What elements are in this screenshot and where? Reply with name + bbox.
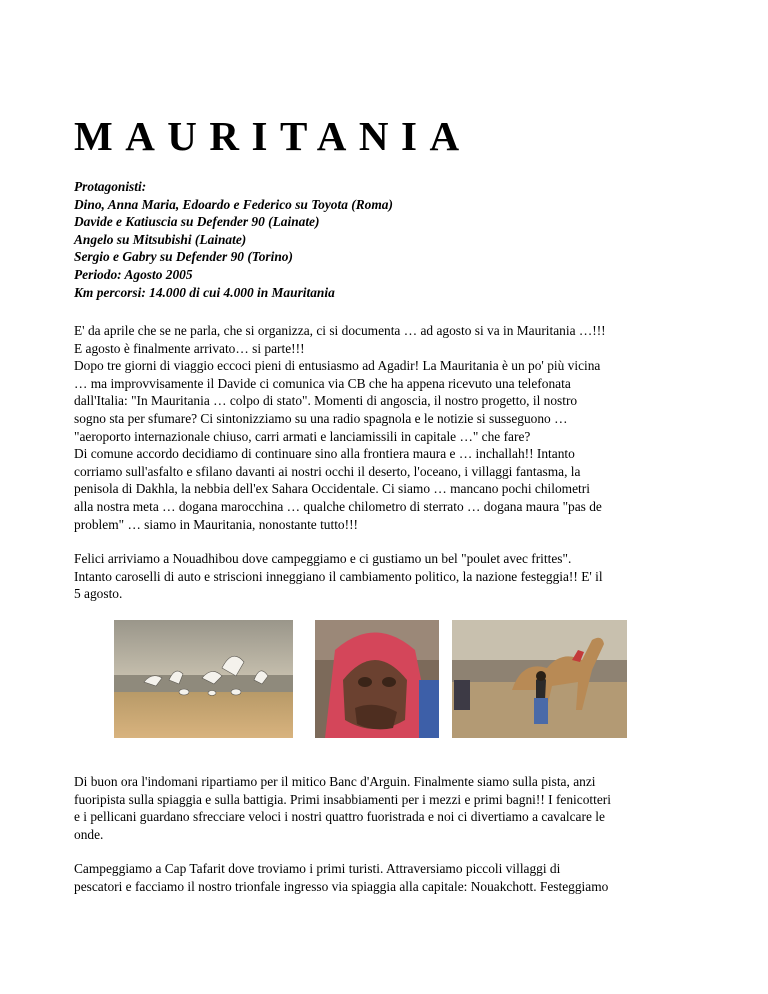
- text-line: Di buon ora l'indomani ripartiamo per il mitico Banc d'Arguin. Finalmente siamo sulla pista, anzi: [74, 774, 596, 789]
- credits-line: Sergio e Gabry su Defender 90 (Torino): [74, 249, 293, 265]
- credits-block: [74, 178, 393, 301]
- text-line: Intanto caroselli di auto e striscioni inneggiano il cambiamento politico, la nazione festeggia!! E' il: [74, 568, 603, 584]
- text-line: E agosto è finalmente arrivato… si parte!!!: [74, 340, 305, 356]
- text-line: 5 agosto.: [74, 586, 123, 602]
- credits-line: Davide e Katiuscia su Defender 90 (Lainate): [74, 214, 320, 230]
- text-line: fuoripista sulla spiaggia e sulla battigia. Primi insabbiamenti per i mezzi e primi bagni!! I fenicotteri: [74, 791, 611, 807]
- paragraph: [74, 322, 704, 533]
- text-line: Felici arriviamo a Nouadhibou dove campeggiamo e ci gustiamo un bel "poulet avec frittes".: [74, 551, 572, 566]
- paragraph: [74, 550, 704, 603]
- text-line: dall'Italia: "In Mauritania … colpo di stato". Momenti di angoscia, il nostro progetto, il nostro: [74, 393, 578, 409]
- credits-line: Angelo su Mitsubishi (Lainate): [74, 231, 247, 247]
- text-line: … ma improvvisamente il Davide ci comunica via CB che ha appena ricevuto una telefonata: [74, 375, 571, 391]
- text-line: onde.: [74, 826, 104, 842]
- text-line: Campeggiamo a Cap Tafarit dove troviamo i primi turisti. Attraversiamo piccoli villaggi di: [74, 861, 561, 876]
- text-line: corriamo sull'asfalto e sfilano davanti ai nostri occhi il deserto, l'oceano, i villaggi fantasma, la: [74, 463, 581, 479]
- text-line: Di comune accordo decidiamo di continuare sino alla frontiera maura e … inchallah!! Intanto: [74, 446, 575, 462]
- credits-line: Dino, Anna Maria, Edoardo e Federico su Toyota (Roma): [74, 196, 393, 212]
- photo-camels: [452, 620, 627, 738]
- text-line: E' da aprile che se ne parla, che si organizza, ci si documenta … ad agosto si va in Mauritania …!!!: [74, 323, 606, 338]
- text-line: problem" … siamo in Mauritania, nonostante tutto!!!: [74, 516, 359, 532]
- credits-km: Km percorsi: 14.000 di cui 4.000 in Mauritania: [74, 284, 335, 300]
- document-title: MAURITANIA: [74, 113, 472, 159]
- text-line: "aeroporto internazionale chiuso, carri armati e lanciamissili in capitale …" che fare?: [74, 428, 531, 444]
- text-line: sogno sta per sfumare? Ci sintonizziamo su una radio spagnola e le notizie si susseguono …: [74, 410, 568, 426]
- photo-woman-red-veil: [315, 620, 439, 738]
- photo-pelicans-beach: [114, 620, 293, 738]
- paragraph: [74, 860, 704, 895]
- text-line: e i pellicani guardano sfrecciare veloci i nostri quattro fuoristrada e noi ci divertiamo a cavalcare le: [74, 809, 605, 825]
- paragraph: [74, 773, 704, 843]
- credits-heading: Protagonisti:: [74, 179, 147, 194]
- text-line: pescatori e facciamo il nostro trionfale ingresso via spiaggia alla capitale: Nouakchott. Festeggiamo: [74, 878, 609, 894]
- credits-period: Periodo: Agosto 2005: [74, 266, 193, 282]
- text-line: alla nostra meta … dogana marocchina … qualche chilometro di sterrato … dogana maura "pas de: [74, 498, 602, 514]
- text-line: penisola di Dakhla, la nebbia dell'ex Sahara Occidentale. Ci siamo … mancano pochi chilometri: [74, 481, 590, 497]
- text-line: Dopo tre giorni di viaggio eccoci pieni di entusiasmo ad Agadir! La Mauritania è un po' più vicina: [74, 358, 601, 374]
